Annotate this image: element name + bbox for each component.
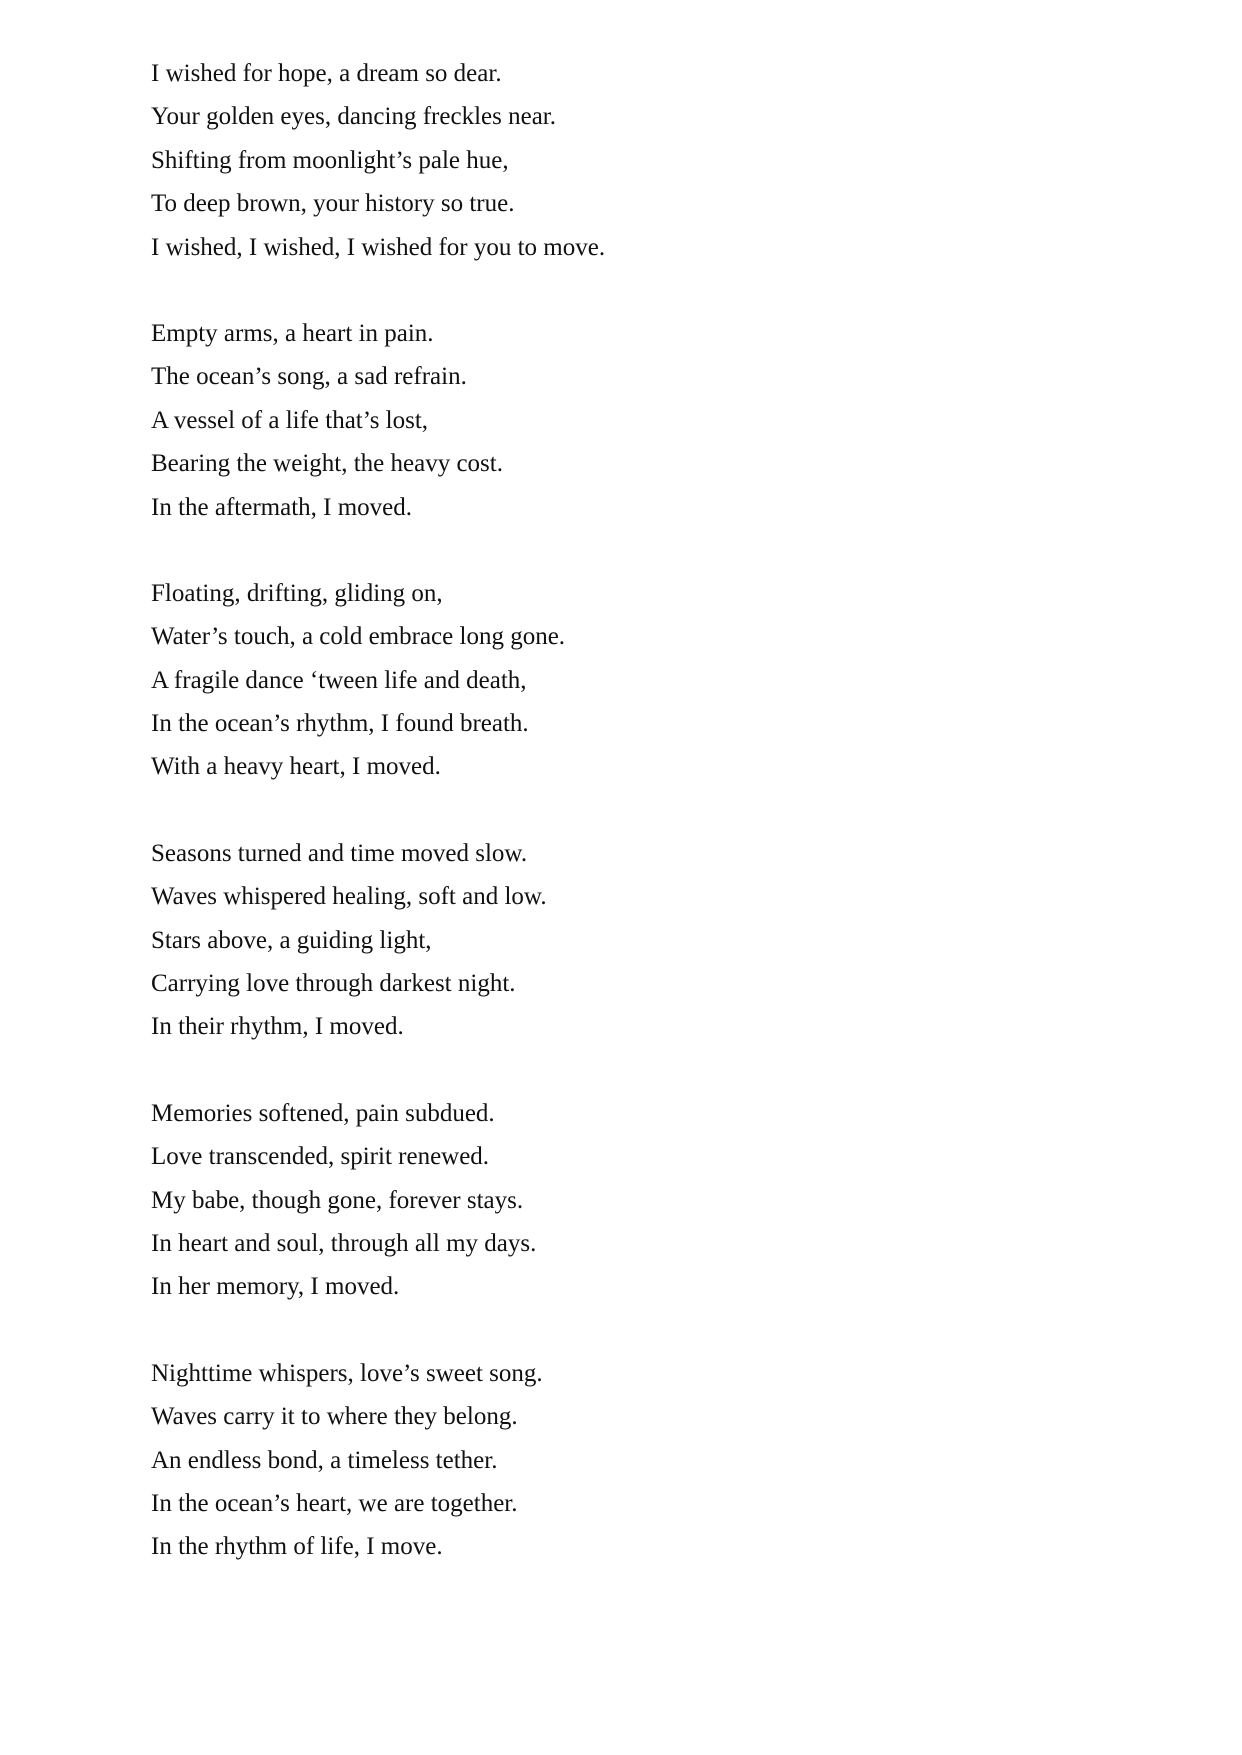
poem-line: In their rhythm, I moved. <box>151 1013 404 1041</box>
poem-line: Waves carry it to where they belong. <box>151 1403 518 1431</box>
poem <box>151 52 1151 1612</box>
poem-line: In the rhythm of life, I move. <box>151 1533 443 1561</box>
poem-line: Water’s touch, a cold embrace long gone. <box>151 623 566 651</box>
poem-line: With a heavy heart, I moved. <box>151 753 441 781</box>
poem-line: Seasons turned and time moved slow. <box>151 839 528 867</box>
stanza-1 <box>151 52 1151 269</box>
poem-line: In the ocean’s heart, we are together. <box>151 1489 518 1517</box>
poem-line: I wished for hope, a dream so dear. <box>151 60 502 87</box>
poem-line: An endless bond, a timeless tether. <box>151 1446 498 1474</box>
stanza-3 <box>151 572 1151 789</box>
poem-line: Love transcended, spirit renewed. <box>151 1143 490 1171</box>
poem-line: In the ocean’s rhythm, I found breath. <box>151 710 529 738</box>
stanza-5 <box>151 1092 1151 1309</box>
poem-line: Bearing the weight, the heavy cost. <box>151 450 503 478</box>
poem-line: Your golden eyes, dancing freckles near. <box>151 103 556 131</box>
poem-line: In the aftermath, I moved. <box>151 493 413 521</box>
stanza-4 <box>151 832 1151 1049</box>
poem-line: My babe, though gone, forever stays. <box>151 1186 524 1214</box>
poem-line: The ocean’s song, a sad refrain. <box>151 363 467 391</box>
poem-line: Shifting from moonlight’s pale hue, <box>151 146 509 174</box>
poem-line: Floating, drifting, gliding on, <box>151 579 443 607</box>
poem-line: Carrying love through darkest night. <box>151 970 516 998</box>
poem-line: A fragile dance ‘tween life and death, <box>151 666 527 694</box>
poem-line: Waves whispered healing, soft and low. <box>151 883 547 911</box>
poem-line: In her memory, I moved. <box>151 1273 400 1301</box>
poem-line: In heart and soul, through all my days. <box>151 1229 537 1257</box>
poem-line: Empty arms, a heart in pain. <box>151 319 434 347</box>
poem-line: Memories softened, pain subdued. <box>151 1099 495 1127</box>
poem-line: To deep brown, your history so true. <box>151 190 515 218</box>
poem-line: Stars above, a guiding light, <box>151 926 432 954</box>
stanza-6 <box>151 1352 1151 1569</box>
poem-line: Nighttime whispers, love’s sweet song. <box>151 1359 543 1387</box>
poem-line: I wished, I wished, I wished for you to move. <box>151 233 606 261</box>
poem-line: A vessel of a life that’s lost, <box>151 406 429 434</box>
stanza-2 <box>151 312 1151 529</box>
